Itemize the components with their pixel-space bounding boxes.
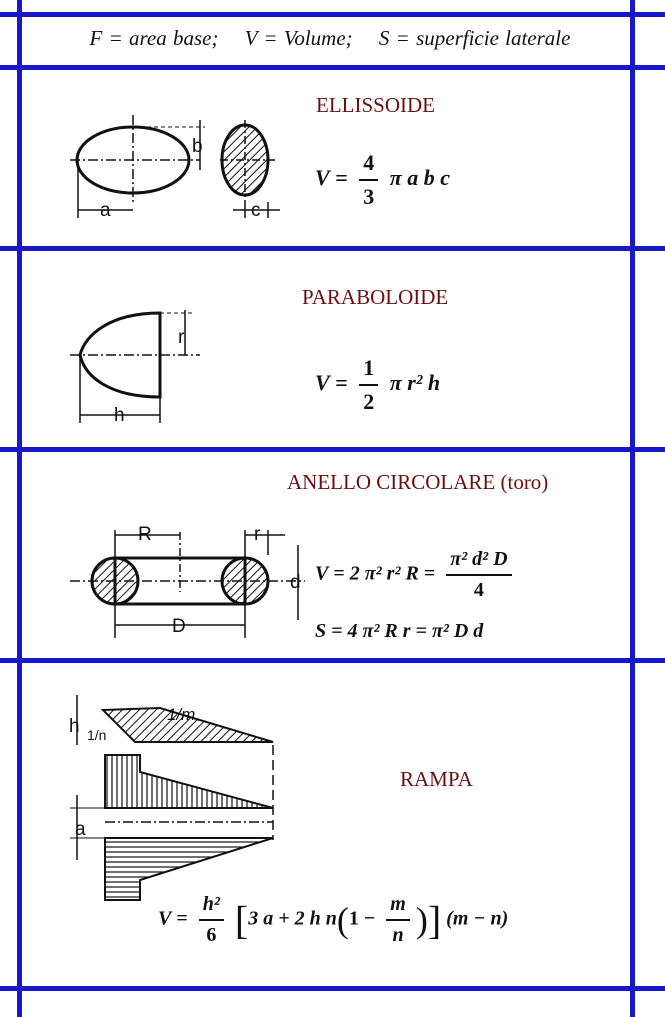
label-h: h xyxy=(114,405,125,426)
ellipsoid-diagram xyxy=(70,110,300,230)
paraboloid-diagram xyxy=(70,305,210,430)
formula-rampa: V = $\frac{\text{h²}}{6}$ [3 a + 2 h n(1 − $\frac{m}{n}$ )] (m − n) xyxy=(158,893,509,946)
grid-line-3 xyxy=(0,447,665,452)
formula-paraboloide: V = $\frac{1}{2}$ π r² h xyxy=(315,355,441,414)
grid-line-1 xyxy=(0,65,665,70)
fraction: $\frac{\text{π² d² D}}{4}$ xyxy=(446,548,511,602)
legend-s: S = superficie laterale xyxy=(378,26,571,50)
label-b: b xyxy=(192,136,203,157)
section-title-rampa: RAMPA xyxy=(400,767,473,791)
grid-line-top xyxy=(0,12,665,17)
legend-f: F = area base; xyxy=(89,26,219,50)
grid-line-left xyxy=(17,0,22,1017)
label-1-n: 1/n xyxy=(87,727,107,743)
section-title-paraboloide: PARABOLOIDE xyxy=(302,285,449,309)
label-r: r xyxy=(178,327,185,348)
fraction: $\frac{\text{h²}}{6}$ xyxy=(199,893,224,947)
formula-ellissoide: V = $\frac{4}{3}$ π a b c xyxy=(315,150,451,209)
legend-v: V = Volume; xyxy=(244,26,353,50)
label-h: h xyxy=(69,716,80,737)
label-a: a xyxy=(100,200,111,221)
grid-line-bottom xyxy=(0,986,665,991)
label-1-m: 1/m xyxy=(167,705,196,724)
label-r: r xyxy=(254,524,261,545)
fraction: $\frac{4}{3}$ xyxy=(359,150,378,210)
fraction: $\frac{1}{2}$ xyxy=(359,355,378,415)
label-d: d xyxy=(290,572,301,593)
torus-diagram xyxy=(70,520,310,640)
section-title-ellissoide: ELLISSOIDE xyxy=(316,93,435,117)
grid-line-right xyxy=(630,0,635,1017)
fraction-m-n: $\frac{m}{n}$ xyxy=(386,893,410,947)
grid-line-4 xyxy=(0,658,665,663)
label-R: R xyxy=(138,524,152,545)
legend-header xyxy=(30,26,630,51)
label-c: c xyxy=(251,200,261,221)
formula-toro-s: S = 4 π² R r = π² D d xyxy=(315,620,484,642)
grid-line-2 xyxy=(0,246,665,251)
label-D: D xyxy=(172,616,186,637)
section-title-toro: ANELLO CIRCOLARE (toro) xyxy=(287,470,549,494)
label-a: a xyxy=(75,819,86,840)
formula-toro-v: V = 2 π² r² R = $\frac{\text{π² d² D}}{4}$ xyxy=(315,548,518,602)
ramp-diagram xyxy=(65,690,295,905)
